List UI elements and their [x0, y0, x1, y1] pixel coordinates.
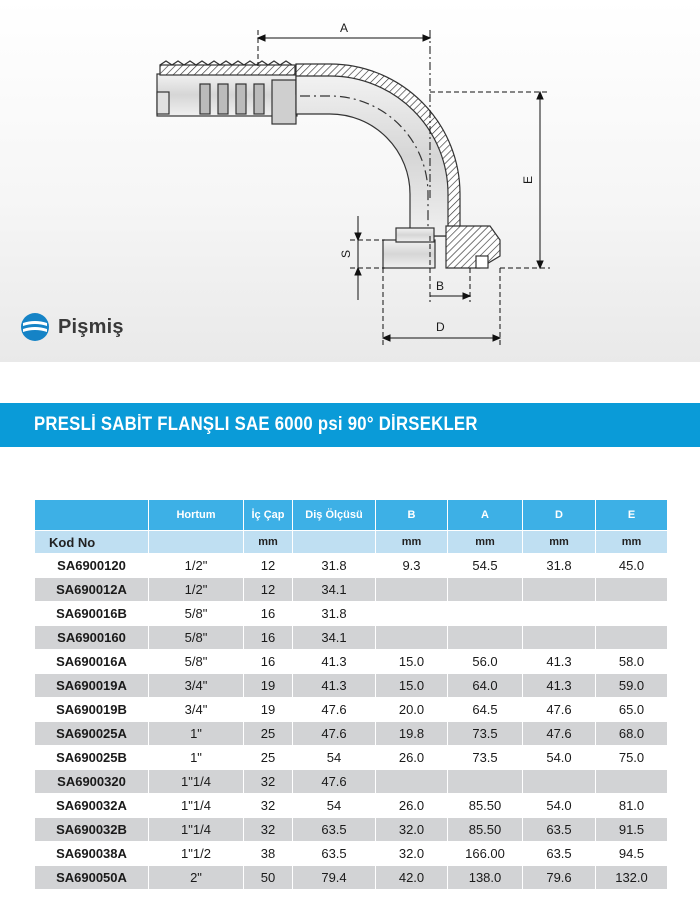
cell-d: 54.0: [523, 746, 596, 770]
cell-kod-no: SA690025B: [35, 746, 149, 770]
table-row: [35, 698, 668, 722]
dimension-label-b: B: [436, 279, 445, 293]
cell-b: 15.0: [376, 674, 448, 698]
cell-kod-no: SA690032B: [35, 818, 149, 842]
cell-a: 64.5: [448, 698, 523, 722]
cell-d: 31.8: [523, 554, 596, 578]
cell-dis-olcusu: 79.4: [293, 866, 376, 890]
cell-d: 47.6: [523, 698, 596, 722]
cell-ic-cap: 32: [244, 818, 293, 842]
table-row: [35, 602, 668, 626]
cell-ic-cap: 50: [244, 866, 293, 890]
cell-dis-olcusu: 41.3: [293, 674, 376, 698]
dimension-label-e: E: [521, 175, 535, 184]
cell-hortum: 3/4": [149, 674, 244, 698]
cell-ic-cap: 32: [244, 794, 293, 818]
header-cell-hortum: Hortum: [149, 500, 244, 531]
cell-d: 47.6: [523, 722, 596, 746]
cell-d: 63.5: [523, 842, 596, 866]
table-body: [35, 554, 668, 890]
cell-e: 91.5: [596, 818, 668, 842]
cell-ic-cap: 16: [244, 626, 293, 650]
cell-kod-no: SA6900120: [35, 554, 149, 578]
cell-hortum: 1": [149, 746, 244, 770]
header-cell-e: E: [596, 500, 668, 531]
cell-hortum: 5/8": [149, 650, 244, 674]
page-title: PRESLİ SABİT FLANŞLI SAE 6000 psi 90° DİRSEKLER: [34, 414, 478, 435]
title-bar: [0, 403, 700, 447]
cell-hortum: 1"1/2: [149, 842, 244, 866]
cell-b: 19.8: [376, 722, 448, 746]
cell-d: 63.5: [523, 818, 596, 842]
cell-kod-no: SA6900160: [35, 626, 149, 650]
units-cell: mm: [523, 531, 596, 554]
cell-ic-cap: 25: [244, 746, 293, 770]
cell-b: 26.0: [376, 746, 448, 770]
cell-kod-no: SA690025A: [35, 722, 149, 746]
table-row: [35, 770, 668, 794]
cell-ic-cap: 32: [244, 770, 293, 794]
cell-a: 54.5: [448, 554, 523, 578]
cell-b: 20.0: [376, 698, 448, 722]
brand-logo: [20, 312, 124, 342]
cell-dis-olcusu: 54: [293, 746, 376, 770]
cell-a: [448, 602, 523, 626]
cell-b: 42.0: [376, 866, 448, 890]
cell-b: 32.0: [376, 842, 448, 866]
table-units-row: [35, 531, 668, 554]
cell-ic-cap: 12: [244, 578, 293, 602]
cell-ic-cap: 19: [244, 674, 293, 698]
cell-dis-olcusu: 34.1: [293, 626, 376, 650]
cell-b: [376, 626, 448, 650]
cell-kod-no: SA690016B: [35, 602, 149, 626]
cell-hortum: 1"1/4: [149, 794, 244, 818]
cell-a: 73.5: [448, 722, 523, 746]
cell-d: [523, 626, 596, 650]
table-row: [35, 722, 668, 746]
table-row: [35, 674, 668, 698]
cell-a: 56.0: [448, 650, 523, 674]
cell-hortum: 1": [149, 722, 244, 746]
cell-ic-cap: 12: [244, 554, 293, 578]
header-cell-ic-cap: İç Çap: [244, 500, 293, 531]
table-row: [35, 578, 668, 602]
units-cell: mm: [244, 531, 293, 554]
cell-hortum: 3/4": [149, 698, 244, 722]
table-row: [35, 842, 668, 866]
cell-kod-no: SA6900320: [35, 770, 149, 794]
cell-e: 58.0: [596, 650, 668, 674]
header-cell-dis-olcusu: Diş Ölçüsü: [293, 500, 376, 531]
cell-hortum: 2": [149, 866, 244, 890]
cell-e: 45.0: [596, 554, 668, 578]
units-cell: mm: [596, 531, 668, 554]
table-row: [35, 794, 668, 818]
cell-kod-no: SA690019B: [35, 698, 149, 722]
cell-e: 94.5: [596, 842, 668, 866]
cell-ic-cap: 25: [244, 722, 293, 746]
cell-dis-olcusu: 47.6: [293, 770, 376, 794]
cell-d: 79.6: [523, 866, 596, 890]
cell-e: 65.0: [596, 698, 668, 722]
cell-kod-no: SA690038A: [35, 842, 149, 866]
cell-b: 26.0: [376, 794, 448, 818]
cell-hortum: 1/2": [149, 578, 244, 602]
table-row: [35, 650, 668, 674]
cell-a: 73.5: [448, 746, 523, 770]
cell-kod-no: SA690032A: [35, 794, 149, 818]
cell-d: [523, 602, 596, 626]
table-row: [35, 554, 668, 578]
cell-kod-no: SA690012A: [35, 578, 149, 602]
cell-b: [376, 770, 448, 794]
cell-d: 41.3: [523, 650, 596, 674]
cell-kod-no: SA690016A: [35, 650, 149, 674]
cell-dis-olcusu: 41.3: [293, 650, 376, 674]
table-row: [35, 626, 668, 650]
cell-ic-cap: 38: [244, 842, 293, 866]
cell-b: [376, 602, 448, 626]
cell-dis-olcusu: 47.6: [293, 698, 376, 722]
table-row: [35, 746, 668, 770]
cell-d: 41.3: [523, 674, 596, 698]
cell-e: 132.0: [596, 866, 668, 890]
units-cell-kod-no: Kod No: [35, 531, 149, 554]
cell-b: 9.3: [376, 554, 448, 578]
units-cell: mm: [376, 531, 448, 554]
dimension-label-d: D: [436, 320, 445, 334]
cell-d: 54.0: [523, 794, 596, 818]
cell-dis-olcusu: 63.5: [293, 818, 376, 842]
table-row: [35, 818, 668, 842]
cell-ic-cap: 19: [244, 698, 293, 722]
cell-ic-cap: 16: [244, 602, 293, 626]
cell-a: 85.50: [448, 818, 523, 842]
units-cell: [293, 531, 376, 554]
header-cell-b: B: [376, 500, 448, 531]
header-panel: [0, 0, 700, 362]
cell-a: [448, 578, 523, 602]
cell-dis-olcusu: 31.8: [293, 602, 376, 626]
cell-dis-olcusu: 34.1: [293, 578, 376, 602]
cell-kod-no: SA690019A: [35, 674, 149, 698]
cell-e: [596, 578, 668, 602]
dimension-label-a: A: [340, 21, 349, 35]
cell-e: [596, 770, 668, 794]
cell-hortum: 5/8": [149, 602, 244, 626]
cell-hortum: 5/8": [149, 626, 244, 650]
cell-hortum: 1"1/4: [149, 770, 244, 794]
cell-a: 166.00: [448, 842, 523, 866]
header-cell-d: D: [523, 500, 596, 531]
cell-ic-cap: 16: [244, 650, 293, 674]
units-cell: mm: [448, 531, 523, 554]
cell-kod-no: SA690050A: [35, 866, 149, 890]
cell-a: 64.0: [448, 674, 523, 698]
fitting-shank: [157, 61, 297, 124]
dimension-label-s: S: [339, 249, 353, 258]
cell-e: 75.0: [596, 746, 668, 770]
cell-hortum: 1"1/4: [149, 818, 244, 842]
cell-dis-olcusu: 31.8: [293, 554, 376, 578]
cell-d: [523, 770, 596, 794]
cell-a: 85.50: [448, 794, 523, 818]
pismis-logo-icon: [20, 312, 50, 342]
cell-hortum: 1/2": [149, 554, 244, 578]
cell-e: [596, 626, 668, 650]
header-cell: [35, 500, 149, 531]
cell-e: [596, 602, 668, 626]
units-cell: [149, 531, 244, 554]
cell-dis-olcusu: 54: [293, 794, 376, 818]
brand-name: Pişmiş: [58, 315, 124, 338]
cell-b: 15.0: [376, 650, 448, 674]
cell-dis-olcusu: 47.6: [293, 722, 376, 746]
cell-e: 68.0: [596, 722, 668, 746]
cell-b: 32.0: [376, 818, 448, 842]
elbow-fitting-drawing: [0, 0, 700, 362]
table-row: [35, 866, 668, 890]
cell-b: [376, 578, 448, 602]
fitting-bend: [296, 64, 460, 236]
cell-e: 59.0: [596, 674, 668, 698]
cell-e: 81.0: [596, 794, 668, 818]
cell-a: [448, 626, 523, 650]
cell-dis-olcusu: 63.5: [293, 842, 376, 866]
spec-table: [34, 499, 668, 890]
header-cell-a: A: [448, 500, 523, 531]
cell-a: [448, 770, 523, 794]
cell-d: [523, 578, 596, 602]
table-header-row: [35, 500, 668, 531]
cell-a: 138.0: [448, 866, 523, 890]
